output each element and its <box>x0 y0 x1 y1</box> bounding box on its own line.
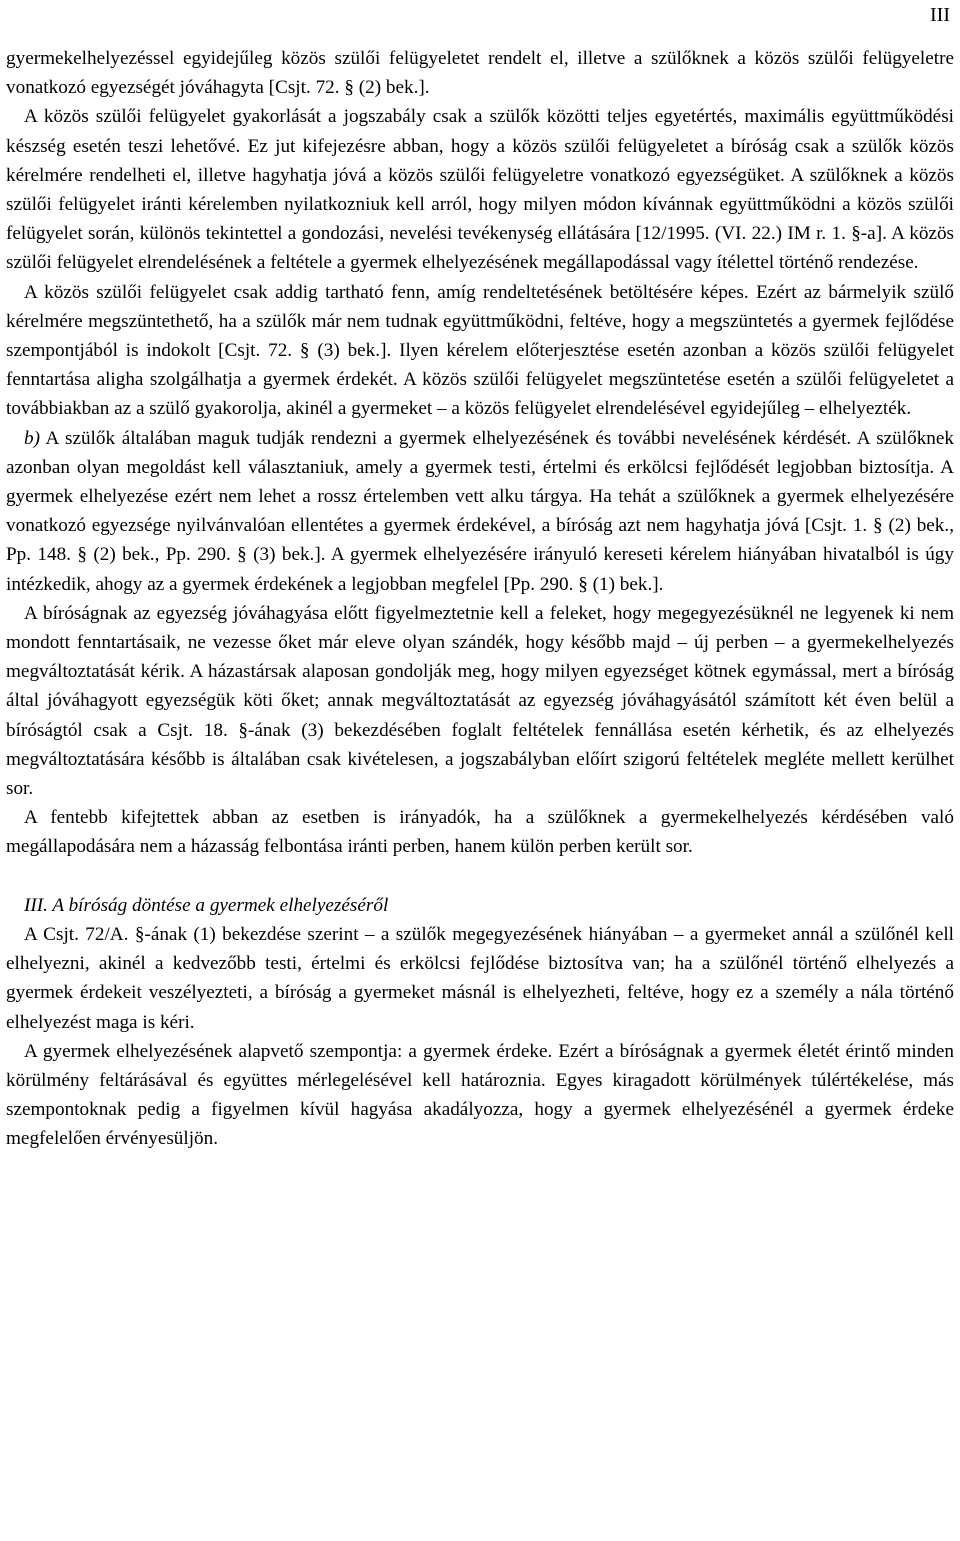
section-heading: III. A bíróság döntése a gyermek elhelyezéséről <box>24 894 389 916</box>
paragraph <box>6 424 954 599</box>
paragraph: A gyermek elhelyezésének alapvető szempontja: a gyermek érdeke. Ezért a bíróságnak a gyermek életét érintő minden körülmény feltárásával és együttes mérlegelésével kell határoznia. Egyes kiragadott körülmények túlértékelése, más szempontoknak pedig a figyelmen kívül hagyása akadályozza, hogy a gyermek elhelyezésénél a gyermek érdeke megfelelően érvényesüljön. <box>6 1040 954 1150</box>
paragraph: A fentebb kifejtettek abban az esetben is irányadók, ha a szülőknek a gyermekelhelyezés kérdésében való megállapodására nem a házasság felbontása iránti perben, hanem külön perben került sor. <box>6 807 954 858</box>
paragraph: A bíróságnak az egyezség jóváhagyása előtt figyelmeztetnie kell a feleket, hogy megegyezésüknél ne legyenek ki nem mondott fenntartásaik, ne vezesse őket már eleve olyan szándék, hogy később majd – új perben – a gyermekelhelyezés megváltoztatását kérik. A házastársak alaposan gondolják meg, hogy milyen egyezséget kötnek egymással, mert a bíróság által jóváhagyott egyezségük köti őket; annak megváltoztatását az egyezség jóváhagyásától számított két éven belül a bíróságtól csak a Csjt. 18. §-ának (3) bekezdésében foglalt feltételek fennállása esetén kérhetik, és az elhelyezés megváltoztatására később is általában csak kivételesen, a jogszabályban előírt szigorú feltételek megléte mellett kerülhet sor. <box>6 602 954 800</box>
document-body <box>6 44 954 1154</box>
page-number: III <box>930 4 950 26</box>
paragraph-text: A szülők általában maguk tudják rendezni a gyermek elhelyezésének és további nevelésének kérdését. A szülőknek azonban olyan megoldást kell választaniuk, amely a gyermek testi, értelmi és erkölcsi fejlődését legjobban biztosítja. A gyermek elhelyezése ezért nem lehet a rossz értelemben vett alku tárgya. Ha tehát a szülőknek a gyermek elhelyezésére vonatkozó egyezsége nyilvánvalóan ellentétes a gyermek érdekével, a bíróság azt nem hagyhatja jóvá [Csjt. 1. § (2) bek., Pp. 148. § (2) bek., Pp. 290. § (3) bek.]. A gyermek elhelyezésére irányuló kereseti kérelem hiányában hivatalból is úgy intézkedik, ahogy az a gyermek érdekének a legjobban megfelel [Pp. 290. § (1) bek.]. <box>6 427 954 595</box>
paragraph-lead: b) <box>24 427 40 449</box>
paragraph: gyermekelhelyezéssel egyidejűleg közös szülői felügyeletet rendelt el, illetve a szülőknek a közös szülői felügyeletre vonatkozó egyezségét jóváhagyta [Csjt. 72. § (2) bek.]. <box>6 48 954 99</box>
section-spacer <box>6 862 954 891</box>
paragraph: A Csjt. 72/A. §-ának (1) bekezdése szerint – a szülők megegyezésének hiányában – a gyermeket annál a szülőnél kell elhelyezni, akinél a kedvezőbb testi, értelmi és erkölcsi fejlődése biztosítva van; ha a szülőnél történő elhelyezés a gyermek érdekeit veszélyezteti, a bíróság a gyermeket másnál is elhelyezheti, feltéve, hogy ez a személy a nála történő elhelyezést maga is kéri. <box>6 923 954 1033</box>
paragraph: A közös szülői felügyelet gyakorlását a jogszabály csak a szülők közötti teljes egyetértés, maximális együttműködési készség esetén teszi lehetővé. Ez jut kifejezésre abban, hogy a közös szülői felügyeletet a bíróság csak a szülők közös kérelmére rendelheti el, illetve hagyhatja jóvá a közös szülői felügyeletre vonatkozó egyezségüket. A szülőknek a közös szülői felügyelet iránti kérelemben nyilatkozniuk kell arról, hogy milyen módon kívánnak együttműködni a közös szülői felügyelet során, különös tekintettel a gondozási, nevelési tevékenység ellátására [12/1995. (VI. 22.) IM r. 1. §-a]. A közös szülői felügyelet elrendelésének a feltétele a gyermek elhelyezésének megállapodással vagy ítélettel történő rendezése. <box>6 106 954 274</box>
paragraph: A közös szülői felügyelet csak addig tartható fenn, amíg rendeltetésének betöltésére képes. Ezért az bármelyik szülő kérelmére megszüntethető, ha a szülők már nem tudnak együttműködni, feltéve, hogy a megszüntetés a gyermek fejlődése szempontjából is indokolt [Csjt. 72. § (3) bek.]. Ilyen kérelem előterjesztése esetén azonban a közös szülői felügyelet fenntartása aligha szolgálhatja a gyermek érdekét. A közös szülői felügyelet megszüntetése esetén a szülői felügyeletet a továbbiakban az a szülő gyakorolja, akinél a gyermeket – a közös felügyelet elrendelésével egyidejűleg – elhelyezték. <box>6 281 954 420</box>
